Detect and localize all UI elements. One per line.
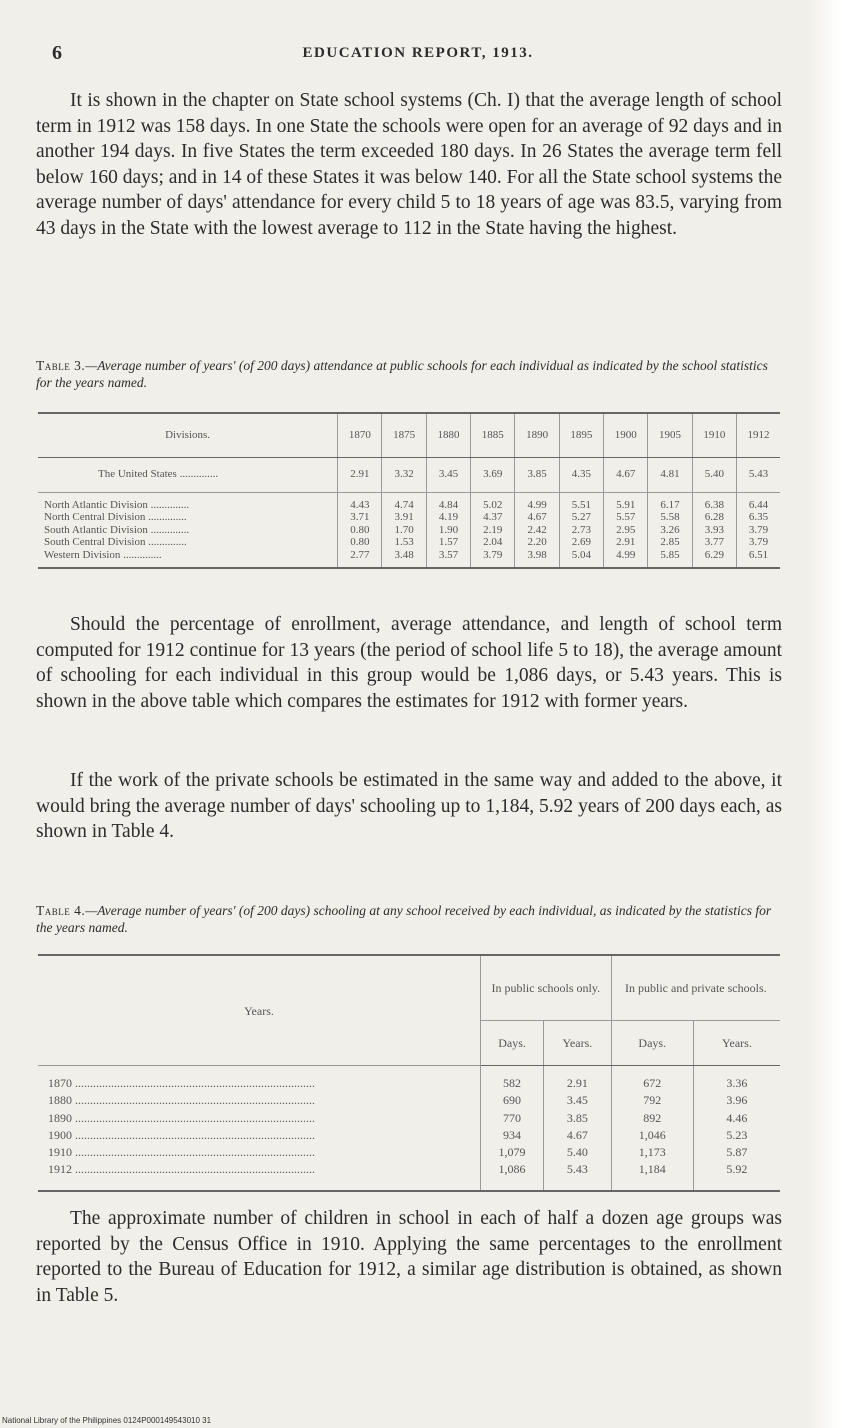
table3-cell: 4.99 bbox=[515, 492, 559, 511]
table3-cell: 1.70 bbox=[382, 524, 426, 537]
table3-year-header: 1895 bbox=[559, 413, 603, 457]
table3-row-label: South Central Division .............. bbox=[44, 536, 187, 548]
table3-cell: 3.57 bbox=[426, 549, 470, 569]
table4-row bbox=[38, 1092, 780, 1109]
table3-row bbox=[38, 536, 780, 549]
table3-row bbox=[38, 492, 780, 511]
table4-cell: 5.92 bbox=[693, 1161, 780, 1190]
table3-year-header: 1912 bbox=[736, 413, 780, 457]
table3-cell: 5.58 bbox=[648, 511, 692, 524]
table4-cell: 5.23 bbox=[693, 1127, 780, 1144]
table4-year-label: 1900 ................................................................................ bbox=[48, 1127, 315, 1142]
table3-header-row bbox=[38, 413, 780, 457]
table3-year-header: 1870 bbox=[338, 413, 382, 457]
table3-cell: 6.44 bbox=[736, 492, 780, 511]
table3-cell: 5.43 bbox=[736, 457, 780, 492]
table3-cell: 3.98 bbox=[515, 549, 559, 569]
table4-caption-label: Table 4. bbox=[36, 903, 86, 918]
table3-cell: 6.17 bbox=[648, 492, 692, 511]
table3-cell: 3.71 bbox=[338, 511, 382, 524]
table3-cell: 0.80 bbox=[338, 536, 382, 549]
table3-row-label: North Atlantic Division .............. bbox=[44, 498, 190, 511]
table3-cell: 2.04 bbox=[471, 536, 515, 549]
table3-cell: 3.69 bbox=[471, 457, 515, 492]
table4-cell: 5.87 bbox=[693, 1144, 780, 1161]
table3-cell: 5.02 bbox=[471, 492, 515, 511]
table3-cell: 6.29 bbox=[692, 549, 736, 569]
table3-row-label: Western Division .............. bbox=[38, 549, 338, 569]
table3-year-header: 1890 bbox=[515, 413, 559, 457]
table4-public-private-header: In public and private schools. bbox=[611, 955, 780, 1021]
table3-cell: 4.81 bbox=[648, 457, 692, 492]
table4-cell: 4.67 bbox=[544, 1127, 612, 1144]
table4-cell: 5.43 bbox=[544, 1161, 612, 1190]
table3-cell: 5.85 bbox=[648, 549, 692, 569]
table4-cell: 2.91 bbox=[544, 1066, 612, 1093]
table3-cell: 2.91 bbox=[338, 457, 382, 492]
table3-row-label: The United States .............. bbox=[38, 457, 338, 492]
table3-cell: 4.84 bbox=[426, 492, 470, 511]
table3-row-label: North Central Division .............. bbox=[44, 511, 187, 523]
table3-cell: 6.38 bbox=[692, 492, 736, 511]
table4-row bbox=[38, 1144, 780, 1161]
table3-cell: 2.85 bbox=[648, 536, 692, 549]
table4-caption bbox=[36, 902, 782, 936]
table3-cell: 3.79 bbox=[736, 524, 780, 537]
table3-year-header: 1900 bbox=[604, 413, 648, 457]
table3-year-header: 1905 bbox=[648, 413, 692, 457]
table3-cell: 4.37 bbox=[471, 511, 515, 524]
table3-row bbox=[38, 524, 780, 537]
table3-cell: 3.93 bbox=[692, 524, 736, 537]
table4-cell: 1,184 bbox=[611, 1161, 693, 1190]
page-number: 6 bbox=[52, 42, 62, 64]
running-title: EDUCATION REPORT, 1913. bbox=[302, 45, 534, 61]
table3-cell: 1.90 bbox=[426, 524, 470, 537]
table3-cell: 2.91 bbox=[604, 536, 648, 549]
table4-days-header: Days. bbox=[481, 1021, 544, 1066]
table3-cell: 2.19 bbox=[471, 524, 515, 537]
table3-cell: 4.74 bbox=[382, 492, 426, 511]
table4-years-subheader: Years. bbox=[544, 1021, 612, 1066]
table4-year-label: 1890 ................................................................................ bbox=[48, 1110, 315, 1125]
table3-cell: 6.28 bbox=[692, 511, 736, 524]
table4-cell: 1,046 bbox=[611, 1127, 693, 1144]
table3-cell: 1.57 bbox=[426, 536, 470, 549]
table3-cell: 3.79 bbox=[471, 549, 515, 569]
table3-cell: 3.91 bbox=[382, 511, 426, 524]
table4-row bbox=[38, 1161, 780, 1190]
table3-cell: 5.27 bbox=[559, 511, 603, 524]
table3-caption-text: —Average number of years' (of 200 days) attendance at public schools for each individual as indicated by the school statistics for the years named. bbox=[36, 358, 768, 390]
table3-cell: 5.57 bbox=[604, 511, 648, 524]
table4-cell: 792 bbox=[611, 1092, 693, 1109]
table4-years-header: Years. bbox=[38, 955, 481, 1066]
table4-cell: 934 bbox=[481, 1127, 544, 1144]
table3-row bbox=[38, 511, 780, 524]
table3-year-header: 1875 bbox=[382, 413, 426, 457]
table4-year-label: 1870 ................................................................................ bbox=[48, 1076, 315, 1090]
table4-row bbox=[38, 1127, 780, 1144]
table4-cell: 3.85 bbox=[544, 1110, 612, 1127]
table4-cell: 1,079 bbox=[481, 1144, 544, 1161]
table4-cell: 3.96 bbox=[693, 1092, 780, 1109]
table4-header-row bbox=[38, 955, 780, 1021]
table4-year-label: 1910 ................................................................................ bbox=[48, 1145, 315, 1160]
table-4 bbox=[38, 954, 780, 1192]
table3-cell: 6.35 bbox=[736, 511, 780, 524]
table3-cell: 2.95 bbox=[604, 524, 648, 537]
table3-cell: 3.77 bbox=[692, 536, 736, 549]
table3-cell: 3.26 bbox=[648, 524, 692, 537]
table4-cell: 1,086 bbox=[481, 1161, 544, 1190]
table3-cell: 4.67 bbox=[604, 457, 648, 492]
table3-cell: 4.99 bbox=[604, 549, 648, 569]
table3-cell: 5.40 bbox=[692, 457, 736, 492]
table3-cell: 2.69 bbox=[559, 536, 603, 549]
table3-row bbox=[38, 549, 780, 569]
table3-year-header: 1910 bbox=[692, 413, 736, 457]
table3-caption bbox=[36, 357, 782, 391]
table3-cell: 2.73 bbox=[559, 524, 603, 537]
page-edge bbox=[808, 0, 842, 1428]
page-header bbox=[52, 42, 784, 66]
table3-row-united-states bbox=[38, 457, 780, 492]
table4-cell: 770 bbox=[481, 1110, 544, 1127]
table3-cell: 2.77 bbox=[338, 549, 382, 569]
table3-cell: 3.48 bbox=[382, 549, 426, 569]
table4-cell: 672 bbox=[611, 1066, 693, 1093]
table4-cell: 3.36 bbox=[693, 1066, 780, 1093]
table4-year-label: 1912 ................................................................................ bbox=[38, 1161, 481, 1190]
table3-cell: 2.42 bbox=[515, 524, 559, 537]
table4-cell: 582 bbox=[481, 1066, 544, 1093]
table3-cell: 3.79 bbox=[736, 536, 780, 549]
table4-cell: 5.40 bbox=[544, 1144, 612, 1161]
table4-caption-text: —Average number of years' (of 200 days) schooling at any school received by each individual, as indicated by the statistics for the years named. bbox=[36, 903, 772, 935]
table3-row-label: South Atlantic Division .............. bbox=[44, 523, 190, 536]
table3-cell: 5.51 bbox=[559, 492, 603, 511]
paragraph-1: It is shown in the chapter on State school systems (Ch. I) that the average length of school term in 1912 was 158 days. In one State the schools were open for an average of 92 days and in another 194 days. In five States the term exceeded 180 days. In 26 States the average term fell below 160 days; and in 14 of these States it was below 140. For all the State school systems the average number of days' attendance for every child 5 to 18 years of age was 83.5, varying from 43 days in the State with the lowest average to 112 in the State having the highest. bbox=[36, 90, 782, 239]
table4-cell: 690 bbox=[481, 1092, 544, 1109]
table3-year-header: 1885 bbox=[471, 413, 515, 457]
table4-cell: 3.45 bbox=[544, 1092, 612, 1109]
table3-cell: 2.20 bbox=[515, 536, 559, 549]
table3-divisions-header: Divisions. bbox=[38, 413, 338, 457]
table3-cell: 3.45 bbox=[426, 457, 470, 492]
table3-cell: 4.43 bbox=[338, 492, 382, 511]
table3-cell: 1.53 bbox=[382, 536, 426, 549]
table4-row bbox=[38, 1066, 780, 1093]
table4-years-subheader: Years. bbox=[693, 1021, 780, 1066]
paragraph-2: Should the percentage of enrollment, average attendance, and length of school term computed for 1912 continue for 13 years (the period of school life 5 to 18), the average amount of schooling for each individual in this group would be 1,086 days, or 5.43 years. This is shown in the above table which compares the estimates for 1912 with former years. bbox=[36, 614, 782, 712]
table3-cell: 4.67 bbox=[515, 511, 559, 524]
table3-cell: 5.04 bbox=[559, 549, 603, 569]
table3-cell: 3.85 bbox=[515, 457, 559, 492]
table3-cell: 4.35 bbox=[559, 457, 603, 492]
table3-cell: 5.91 bbox=[604, 492, 648, 511]
table3-cell: 0.80 bbox=[338, 524, 382, 537]
table4-cell: 4.46 bbox=[693, 1110, 780, 1127]
table4-public-header: In public schools only. bbox=[481, 955, 612, 1021]
table3-caption-label: Table 3. bbox=[36, 358, 86, 373]
table4-days-header: Days. bbox=[611, 1021, 693, 1066]
table4-row bbox=[38, 1110, 780, 1127]
table3-cell: 3.32 bbox=[382, 457, 426, 492]
paragraph-4: The approximate number of children in school in each of half a dozen age groups was reported by the Census Office in 1910. Applying the same percentages to the enrollment reported to the Bureau of Education for 1912, a similar age distribution is obtained, as shown in Table 5. bbox=[36, 1208, 782, 1306]
table3-year-header: 1880 bbox=[426, 413, 470, 457]
table3-cell: 4.19 bbox=[426, 511, 470, 524]
paragraph-3: If the work of the private schools be estimated in the same way and added to the above, it would bring the average number of days' schooling up to 1,184, 5.92 years of 200 days each, as shown in Table 4. bbox=[36, 770, 782, 843]
table4-year-label: 1880 ................................................................................ bbox=[48, 1093, 315, 1108]
table4-cell: 892 bbox=[611, 1110, 693, 1127]
table4-cell: 1,173 bbox=[611, 1144, 693, 1161]
footer-stamp: National Library of the Philippines 0124P000149543010 31 bbox=[2, 1416, 212, 1425]
table3-cell: 6.51 bbox=[736, 549, 780, 569]
table-3 bbox=[38, 412, 780, 569]
